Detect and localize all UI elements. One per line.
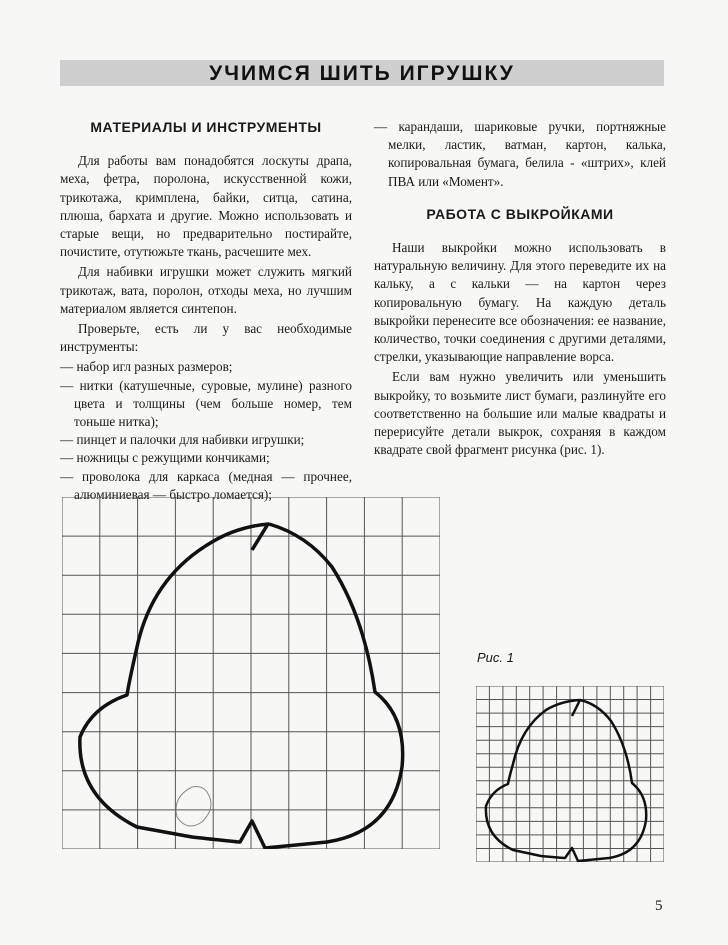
list-item: — набор игл разных размеров; bbox=[60, 358, 352, 376]
grid-lines bbox=[62, 497, 440, 849]
list-item: — карандаши, шариковые ручки, портняжные мелки, ластик, ватман, картон, калька, копировальная бумага, белила - «штрих», клей ПВА или «Момент». bbox=[374, 118, 666, 191]
small-pattern-grid bbox=[476, 686, 664, 862]
tools-list bbox=[60, 358, 352, 504]
page-title: УЧИМСЯ ШИТЬ ИГРУШКУ bbox=[209, 62, 515, 85]
patterns-heading: РАБОТА С ВЫКРОЙКАМИ bbox=[426, 205, 614, 222]
pattern-outline bbox=[80, 524, 403, 848]
paragraph: Для набивки игрушки может служить мягкий трикотаж, вата, поролон, отходы меха, но лучшим материалом является синтепон. bbox=[60, 264, 352, 316]
paragraph: Проверьте, есть ли у вас необходимые инструменты: bbox=[60, 321, 352, 355]
page-number: 5 bbox=[655, 898, 663, 914]
paragraph: Наши выкройки можно использовать в натуральную величину. Для этого переведите их на кальку, а с кальки — на картон через копировальную бумагу. На каждую деталь выкройки перенесите все обозначения: ее название, количество, точки соединения с другими деталями, стрелки, указывающие направление ворса. bbox=[374, 240, 666, 365]
left-column bbox=[60, 118, 352, 504]
paragraph: Если вам нужно увеличить или уменьшить выкройку, то возьмите лист бумаги, разлинуйте его соответственно на большие или малые квадраты и перерисуйте детали выкрок, сохраняя в каждом квадрате свой фрагмент рисунка (рис. 1). bbox=[374, 369, 666, 458]
right-column bbox=[374, 118, 666, 461]
scribble-mark bbox=[176, 787, 211, 826]
list-item: — пинцет и палочки для набивки игрушки; bbox=[60, 431, 352, 449]
materials-heading: МАТЕРИАЛЫ И ИНСТРУМЕНТЫ bbox=[90, 119, 322, 135]
tools-list-continued bbox=[374, 118, 666, 191]
figure-label: Рис. 1 bbox=[477, 650, 514, 665]
list-item: — нитки (катушечные, суровые, мулине) разного цвета и толщины (чем больше номер, тем тоньше нитка); bbox=[60, 377, 352, 432]
grid-lines bbox=[476, 686, 664, 862]
title-bar bbox=[60, 60, 664, 86]
list-item: — проволока для каркаса (медная — прочнее, алюминиевая — быстро ломается); bbox=[60, 468, 352, 504]
paragraph: Для работы вам понадобятся лоскуты драпа, меха, фетра, поролона, искусственной кожи, трикотажа, кримплена, байки, ситца, сатина, плюша, бархата и другие. Можно использовать и старые вещи, но предварительно постирайте, почистите, отутюжьте ткань, расчешите мех. bbox=[60, 153, 352, 260]
large-pattern-grid bbox=[62, 497, 440, 849]
list-item: — ножницы с режущими кончиками; bbox=[60, 449, 352, 467]
